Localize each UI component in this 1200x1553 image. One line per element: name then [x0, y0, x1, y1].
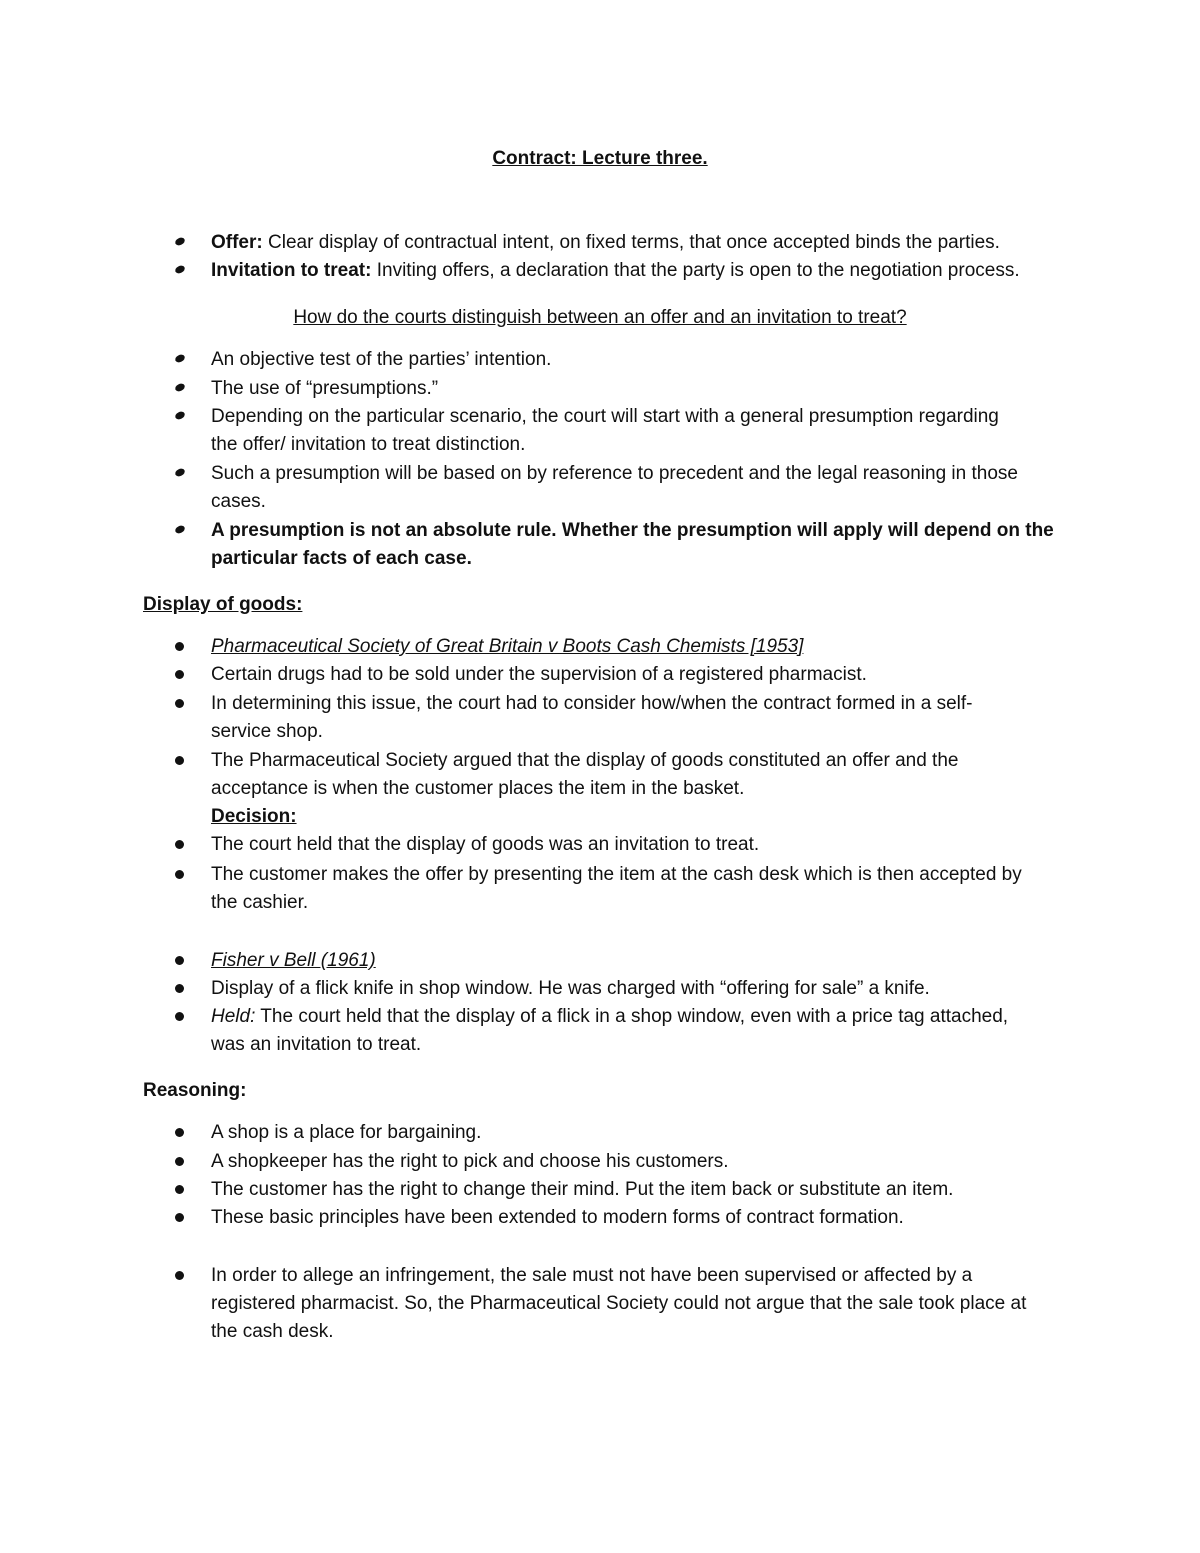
- list-item-continuation: was an invitation to treat.: [211, 1034, 422, 1055]
- list-item: An objective test of the parties’ intention.: [211, 349, 552, 370]
- list-item-continuation: service shop.: [211, 721, 323, 742]
- list-item-continuation: the cash desk.: [211, 1321, 334, 1342]
- bullet-icon: [174, 353, 186, 364]
- definition-offer: [211, 229, 1000, 257]
- list-item: These basic principles have been extended to modern forms of contract formation.: [211, 1207, 904, 1228]
- list-item: The Pharmaceutical Society argued that the display of goods constituted an offer and the: [211, 750, 959, 771]
- list-item: Such a presumption will be based on by reference to precedent and the legal reasoning in those: [211, 463, 1018, 484]
- list-item: The customer makes the offer by presenting the item at the cash desk which is then accepted by: [211, 864, 1022, 885]
- bullet-icon: [175, 1271, 184, 1280]
- definition-term: Offer:: [211, 232, 263, 253]
- list-item: Display of a flick knife in shop window. He was charged with “offering for sale” a knife.: [211, 978, 930, 999]
- bullet-icon: [175, 1128, 184, 1137]
- bullet-icon: [175, 870, 184, 879]
- list-item-continuation: acceptance is when the customer places the item in the basket.: [211, 778, 745, 799]
- case-name-fisher: Fisher v Bell (1961): [211, 950, 376, 971]
- bullet-icon: [174, 382, 186, 393]
- section-heading-reasoning: Reasoning:: [143, 1080, 247, 1101]
- bullet-icon: [175, 984, 184, 993]
- bullet-icon: [175, 956, 184, 965]
- list-item-continuation: the cashier.: [211, 892, 309, 913]
- bullet-icon: [175, 1157, 184, 1166]
- definition-text: Clear display of contractual intent, on fixed terms, that once accepted binds the parties.: [262, 232, 1000, 253]
- definition-text: Inviting offers, a declaration that the party is open to the negotiation process.: [371, 260, 1020, 281]
- section-heading-display-of-goods: Display of goods:: [143, 594, 303, 615]
- bullet-icon: [174, 410, 186, 421]
- list-item: A presumption is not an absolute rule. Whether the presumption will apply will depend on the: [211, 520, 1054, 541]
- definition-invitation: [211, 257, 1020, 285]
- list-item: In order to allege an infringement, the sale must not have been supervised or affected by a: [211, 1265, 973, 1286]
- bullet-icon: [174, 236, 186, 247]
- bullet-icon: [174, 467, 186, 478]
- list-item: Certain drugs had to be sold under the supervision of a registered pharmacist.: [211, 664, 867, 685]
- bullet-icon: [175, 840, 184, 849]
- section-question: How do the courts distinguish between an offer and an invitation to treat?: [293, 307, 907, 328]
- list-item: A shop is a place for bargaining.: [211, 1122, 482, 1143]
- definition-term: Invitation to treat:: [211, 260, 372, 281]
- list-item: Depending on the particular scenario, the court will start with a general presumption regarding: [211, 406, 999, 427]
- bullet-icon: [175, 1012, 184, 1021]
- list-item: The court held that the display of goods was an invitation to treat.: [211, 834, 760, 855]
- decision-label: Decision:: [211, 806, 297, 827]
- bullet-icon: [175, 670, 184, 679]
- document-title: Contract: Lecture three.: [492, 148, 708, 169]
- bullet-icon: [175, 1185, 184, 1194]
- list-item-continuation: particular facts of each case.: [211, 548, 472, 569]
- bullet-icon: [175, 642, 184, 651]
- list-item-continuation: the offer/ invitation to treat distinction.: [211, 434, 526, 455]
- bullet-icon: [174, 524, 186, 535]
- bullet-icon: [175, 1213, 184, 1222]
- list-item: The customer has the right to change their mind. Put the item back or substitute an item.: [211, 1179, 954, 1200]
- case-name-boots: Pharmaceutical Society of Great Britain v Boots Cash Chemists [1953]: [211, 636, 804, 657]
- list-item-continuation: cases.: [211, 491, 266, 512]
- list-item: The use of “presumptions.”: [211, 378, 439, 399]
- bullet-icon: [174, 264, 186, 275]
- list-item: A shopkeeper has the right to pick and choose his customers.: [211, 1151, 729, 1172]
- list-item: [211, 1003, 1008, 1031]
- held-text: The court held that the display of a flick in a shop window, even with a price tag attached,: [255, 1006, 1009, 1027]
- list-item: In determining this issue, the court had to consider how/when the contract formed in a self-: [211, 693, 973, 714]
- list-item-continuation: registered pharmacist. So, the Pharmaceutical Society could not argue that the sale took place at: [211, 1293, 1027, 1314]
- bullet-icon: [175, 756, 184, 765]
- held-label: Held:: [211, 1006, 256, 1027]
- bullet-icon: [175, 699, 184, 708]
